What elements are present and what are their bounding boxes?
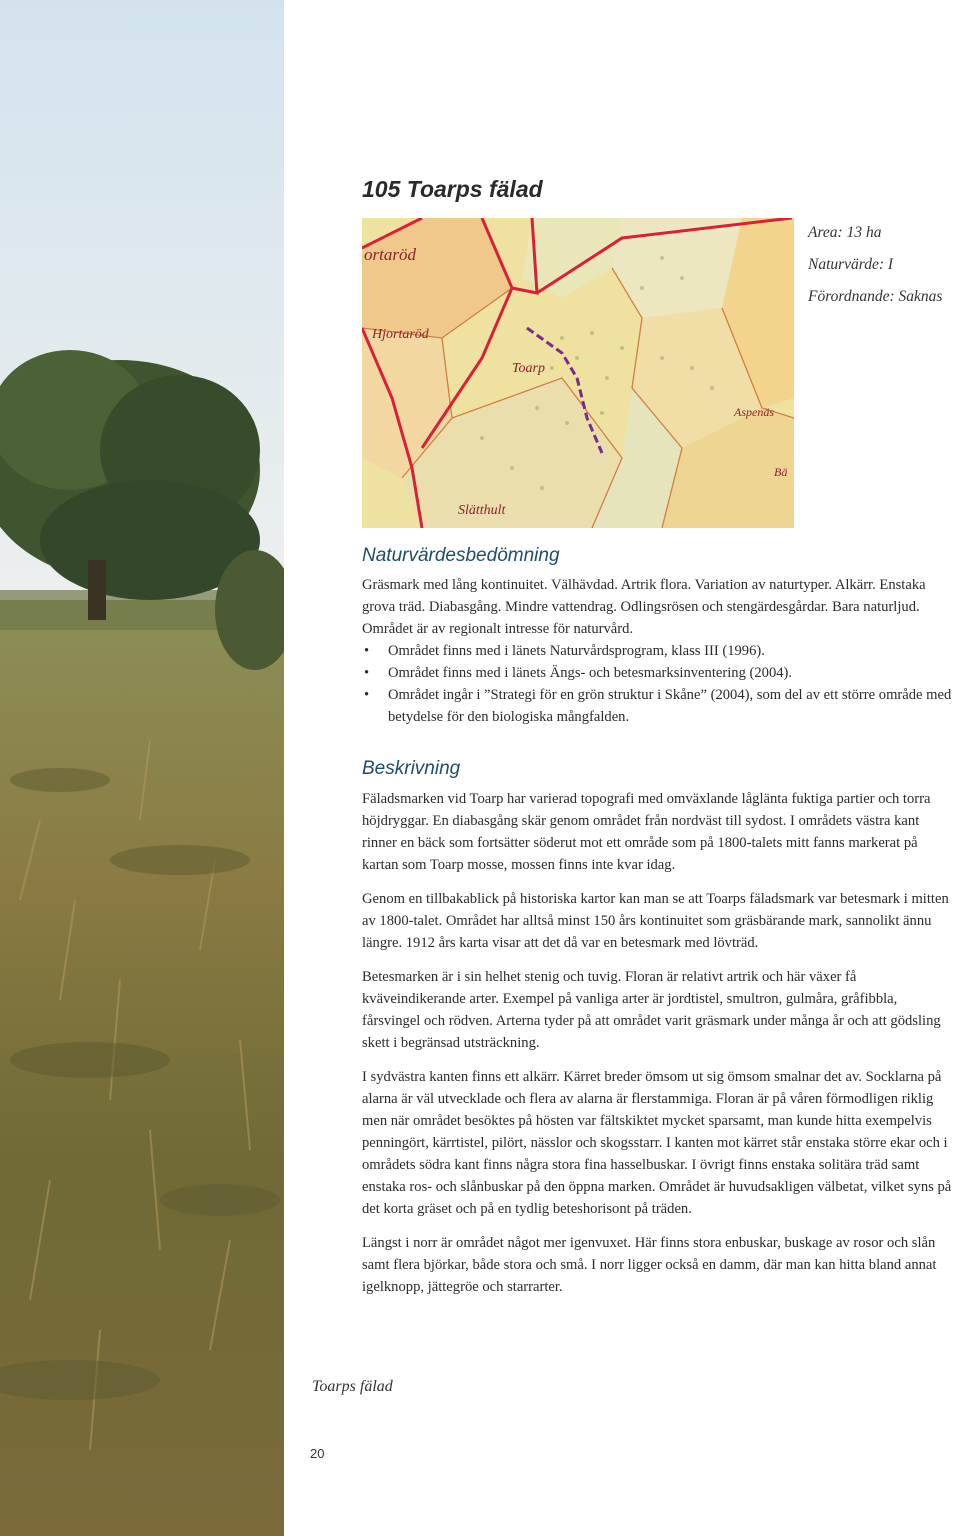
paragraph: Betesmarken är i sin helhet stenig och tuvig. Floran är relativt artrik och här växer få kväveindikerande arter. Exempel på vanliga arter är jordtistel, smultron, gulmåra, gråfibbla, fårsvingel och rödven. Arterna tyder på att området varit gräsmark under många år och att gödsling skett i begränsad utsträckning. [362,969,941,1051]
forordnande-value: Förordnande: Saknas [808,288,943,305]
list-item: • Området finns med i länets Naturvårdsprogram, klass III (1996). [362,640,956,662]
page-title: 105 Toarps fälad [362,176,543,202]
area-value: Area: 13 ha [808,224,882,241]
naturvardesbedomning-heading: Naturvärdesbedömning [362,545,560,566]
criteria-list [362,640,956,728]
paragraph: Genom en tillbakablick på historiska kartor kan man se att Toarps fäladsmark var betesmark i mitten av 1800-talet. Området har alltså minst 150 års kontinuitet som gräsbärande mark, sannolikt ännu längre. 1912 års karta visar att det då var en betesmark med lövträd. [362,891,949,951]
map-label: Toarp [512,361,545,376]
area-metadata [808,222,942,318]
list-item: • Området finns med i länets Ängs- och betesmarksinventering (2004). [362,662,956,684]
naturvarde-value: Naturvärde: I [808,256,894,273]
paragraph: Fäladsmarken vid Toarp har varierad topografi med omväxlande låglänta fuktiga partier och torra höjdryggar. En diabasgång skär genom området från nordväst till sydost. I områdets västra kant rinner en bäck som fortsätter söderut mot ett område som på 1800-talets mitt fanns markerat på kartan som Toarp mosse, mossen finns inte kvar idag. [362,791,931,873]
beskrivning-heading: Beskrivning [362,758,461,779]
naturvardesbedomning-intro: Gräsmark med lång kontinuitet. Välhävdad. Artrik flora. Variation av naturtyper. Alkärr. Enstaka grova träd. Diabasgång. Mindre vattendrag. Odlingsrösen och stengärdesgårdar. Bara naturljud. Området är av regionalt intresse för naturvård. [362,577,926,637]
map-illustration [362,218,794,528]
historical-map [362,218,794,528]
paragraph: I sydvästra kanten finns ett alkärr. Kärret breder ömsom ut sig ömsom smalnar det av. Socklarna på alarna är väl utvecklade och flera av alarna är flerstammiga. Floran är på våren förmodligen riklig men när området besöktes på hösten var fältskiktet mycket sparsamt, man kunde hitta exempelvis penningört, kärrtistel, pilört, nässlor och skogsstarr. I kanten mot kärret står enstaka större ekar och i områdets södra kant finns några stora fina hasselbuskar. I övrigt finns enstaka solitära träd samt enstaka ros- och slånbuskar på den öppna marken. Området är huvudsakligen välbetat, vilket syns på det korta gräset och på en tydlig beteshorisont på träden. [362,1069,952,1217]
photo-caption: Toarps fälad [312,1378,393,1395]
list-item: • Området ingår i ”Strategi för en grön struktur i Skåne” (2004), som del av ett större område med betydelse för den biologiska mångfalden. [362,684,956,728]
landscape-photo [0,0,284,1536]
map-label: Aspenäs [734,405,774,419]
map-label: Slätthult [458,503,506,518]
beskrivning-section [362,788,956,1310]
naturvardesbedomning-section [362,574,956,728]
page-number: 20 [310,1446,325,1461]
map-label: Bä [774,465,788,479]
paragraph: Längst i norr är området något mer igenvuxet. Här finns stora enbuskar, buskage av rosor och slån samt flera björkar, både stora och små. I norr ligger också en damm, där man kan hitta bland annat igelknopp, jättegröe och starrarter. [362,1235,937,1295]
map-label: Hjortaröd [372,327,429,342]
map-label: ortaröd [364,245,416,264]
photo-illustration [0,0,284,1536]
